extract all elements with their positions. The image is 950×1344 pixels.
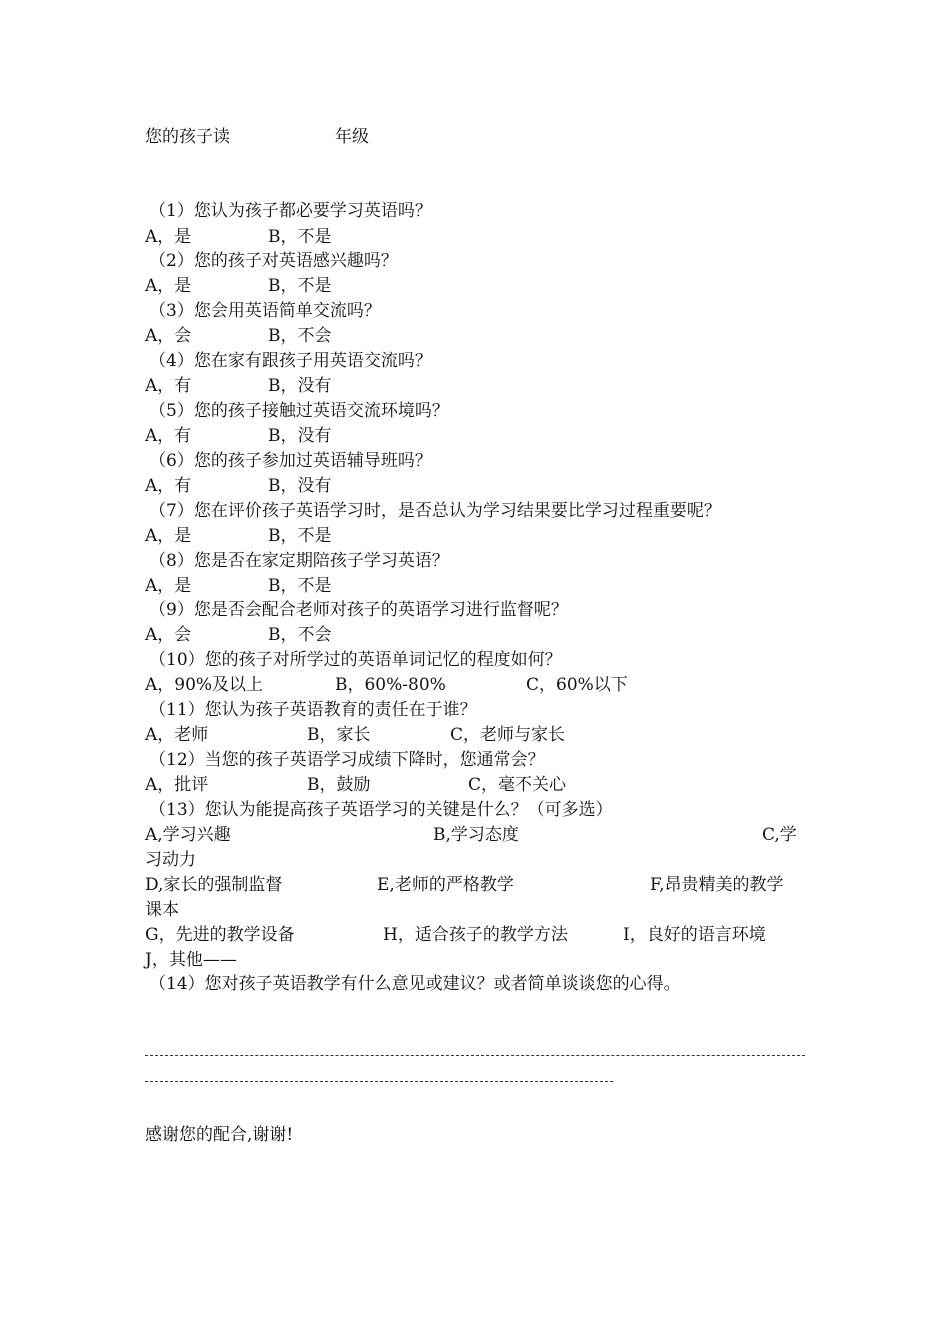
question-9: （9）您是否会配合老师对孩子的英语学习进行监督呢？ <box>149 600 568 620</box>
option-b[interactable]: B，没有 <box>268 476 332 496</box>
option-a[interactable]: A，会 <box>145 326 192 346</box>
option-b[interactable]: B，不是 <box>268 276 332 296</box>
option-a[interactable]: A，批评 <box>145 775 209 795</box>
question-6: （6）您的孩子参加过英语辅导班吗？ <box>149 451 432 471</box>
question-5: （5）您的孩子接触过英语交流环境吗？ <box>149 401 449 421</box>
question-1: （1）您认为孩子都必要学习英语吗？ <box>149 201 432 221</box>
option-d[interactable]: D,家长的强制监督 <box>145 875 283 895</box>
option-b[interactable]: B，不会 <box>268 326 332 346</box>
grade-label: 您的孩子读 <box>145 127 230 147</box>
option-a[interactable]: A，有 <box>145 376 192 396</box>
option-a[interactable]: A，是 <box>145 276 192 296</box>
option-f[interactable]: F,昂贵精美的教学 <box>650 875 784 895</box>
option-b[interactable]: B，不会 <box>268 625 332 645</box>
thanks-note: 感谢您的配合,谢谢! <box>145 1125 294 1145</box>
option-h[interactable]: H，适合孩子的教学方法 <box>383 925 568 945</box>
question-11: （11）您认为孩子英语教育的责任在于谁？ <box>149 700 477 720</box>
grade-line <box>145 126 445 148</box>
option-a[interactable]: A，是 <box>145 526 192 546</box>
question-13: （13）您认为能提高孩子英语学习的关键是什么？（可多选） <box>149 800 613 820</box>
option-j[interactable]: J，其他—— <box>145 950 237 970</box>
option-b[interactable]: B，没有 <box>268 426 332 446</box>
option-b[interactable]: B，不是 <box>268 576 332 596</box>
option-b[interactable]: B，没有 <box>268 376 332 396</box>
option-b[interactable]: B，不是 <box>268 227 332 247</box>
question-14: （14）您对孩子英语教学有什么意见或建议？或者简单谈谈您的心得。 <box>149 974 681 994</box>
question-2: （2）您的孩子对英语感兴趣吗？ <box>149 251 398 271</box>
question-8: （8）您是否在家定期陪孩子学习英语？ <box>149 551 449 571</box>
option-a[interactable]: A，是 <box>145 227 192 247</box>
question-12: （12）当您的孩子英语学习成绩下降时，您通常会？ <box>149 750 545 770</box>
option-b[interactable]: B，鼓励 <box>307 775 371 795</box>
question-4: （4）您在家有跟孩子用英语交流吗？ <box>149 351 432 371</box>
question-10: （10）您的孩子对所学过的英语单词记忆的程度如何？ <box>149 650 562 670</box>
grade-suffix: 年级 <box>335 127 369 147</box>
option-c[interactable]: C,学 <box>762 825 797 845</box>
option-e[interactable]: E,老师的严格教学 <box>377 875 514 895</box>
question-7: （7）您在评价孩子英语学习时，是否总认为学习结果要比学习过程重要呢？ <box>149 501 721 521</box>
option-c[interactable]: C，毫不关心 <box>468 775 567 795</box>
option-c[interactable]: C，60%以下 <box>526 675 628 695</box>
answer-line-2[interactable] <box>145 1081 613 1082</box>
option-g[interactable]: G，先进的教学设备 <box>145 925 295 945</box>
question-3: （3）您会用英语简单交流吗？ <box>149 301 381 321</box>
option-a[interactable]: A，有 <box>145 426 192 446</box>
option-c[interactable]: C，老师与家长 <box>450 725 566 745</box>
option-a[interactable]: A，90%及以上 <box>145 675 264 695</box>
option-a[interactable]: A，会 <box>145 625 192 645</box>
option-a[interactable]: A，是 <box>145 576 192 596</box>
option-b[interactable]: B，不是 <box>268 526 332 546</box>
option-b[interactable]: B，家长 <box>307 725 371 745</box>
option-b[interactable]: B，60%-80% <box>335 675 446 695</box>
answer-line-1[interactable] <box>145 1055 805 1056</box>
option-a[interactable]: A,学习兴趣 <box>145 825 231 845</box>
option-c-continued: 习动力 <box>145 850 196 870</box>
option-f-continued: 课本 <box>145 900 179 920</box>
option-a[interactable]: A，有 <box>145 476 192 496</box>
option-b[interactable]: B,学习态度 <box>433 825 519 845</box>
option-a[interactable]: A，老师 <box>145 725 209 745</box>
option-i[interactable]: I，良好的语言环境 <box>623 925 766 945</box>
